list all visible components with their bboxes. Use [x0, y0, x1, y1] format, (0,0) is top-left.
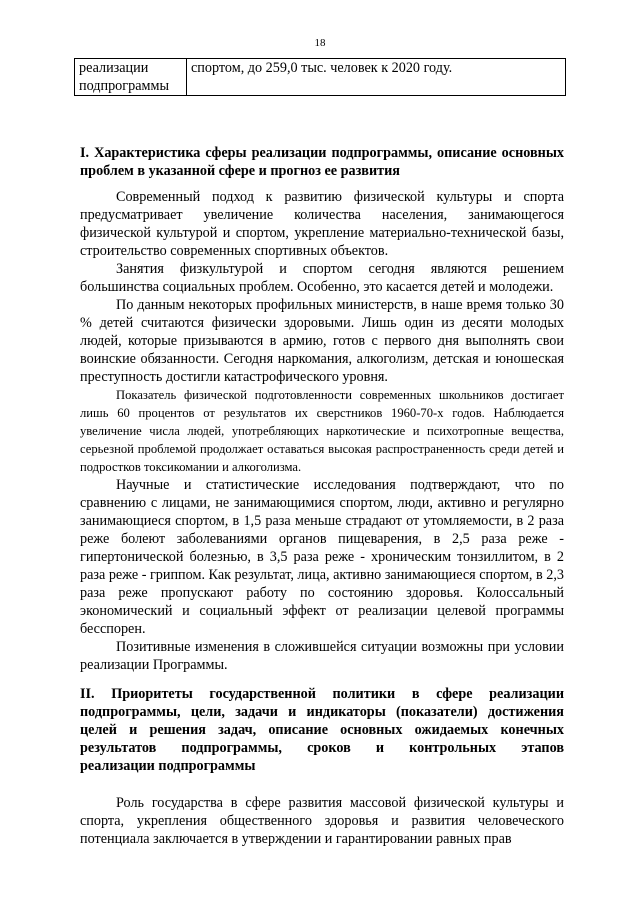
paragraph-5: Научные и статистические исследования подтверждают, что по сравнению с лицами, не занимающимися спортом, люди, активно и регулярно занимающиеся спортом, в 1,5 раза меньше страдают от утомляемости, в 2 раза реже болеют заболеваниями органов пищеварения, в 2,5 раза реже - гипертонической болезнью, в 3,5 раза реже - хроническим тонзиллитом, в 2 раза реже - гриппом. Как результат, лица, активно занимающиеся спортом, в 2,3 раза реже пропускают работу по состоянию здоровья. Колоссальный экономический и социальный эффект от реализации целевой программы бесспорен. [80, 477, 564, 637]
table-cell-value: спортом, до 259,0 тыс. человек к 2020 году. [187, 59, 566, 96]
section-2 [80, 685, 564, 775]
paragraph-3: По данным некоторых профильных министерств, в наше время только 30 % детей считаются физически здоровыми. Лишь один из десяти молодых людей, которые призываются в армию, готов с первого дня выполнять свои воинские обязанности. Сегодня наркомания, алкоголизм, детская и юношеская преступность достигли катастрофического уровня. [80, 297, 564, 385]
paragraph-7: Роль государства в сфере развития массовой физической культуры и спорта, укрепления общественного здоровья и развития человеческого потенциала заключается в утверждении и гарантировании равных прав [80, 795, 564, 847]
section-2-heading-end: реализации подпрограммы [80, 758, 256, 774]
continuation-table [74, 58, 566, 96]
table-row [75, 59, 566, 96]
paragraph-1: Современный подход к развитию физической культуры и спорта предусматривает увеличение количества населения, занимающегося физической культурой и спортом, укрепление материально-технической базы, строительство современных спортивных объектов. [80, 189, 564, 259]
paragraph-2: Занятия физкультурой и спортом сегодня являются решением большинства социальных проблем. Особенно, это касается детей и молодежи. [80, 261, 564, 295]
page-number: 18 [314, 37, 326, 49]
table-cell-label: реализации подпрограммы [75, 59, 187, 96]
section-1-body [80, 188, 564, 674]
section-1 [80, 144, 564, 180]
section-2-heading: II. Приоритеты государственной политики в сфере реализации подпрограммы, цели, задачи и индикаторы (показатели) достижения целей и решения задач, описание основных ожидаемых конечных результатов подпрограммы, сроков и контрольных этапов [80, 686, 564, 756]
paragraph-4: Показатель физической подготовленности современных школьников достигает лишь 60 процентов от результатов их сверстников 1960-70-х годов. Наблюдается увеличение числа людей, употребляющих наркотические и психотропные вещества, серьезной проблемой продолжает оставаться высокая распространенность среди детей и подростков токсикомании и алкоголизма. [80, 388, 564, 474]
section-2-body [80, 794, 564, 848]
section-1-heading: I. Характеристика сферы реализации подпрограммы, описание основных проблем в указанной сфере и прогноз ее развития [80, 145, 564, 179]
paragraph-6: Позитивные изменения в сложившейся ситуации возможны при условии реализации Программы. [80, 639, 564, 673]
